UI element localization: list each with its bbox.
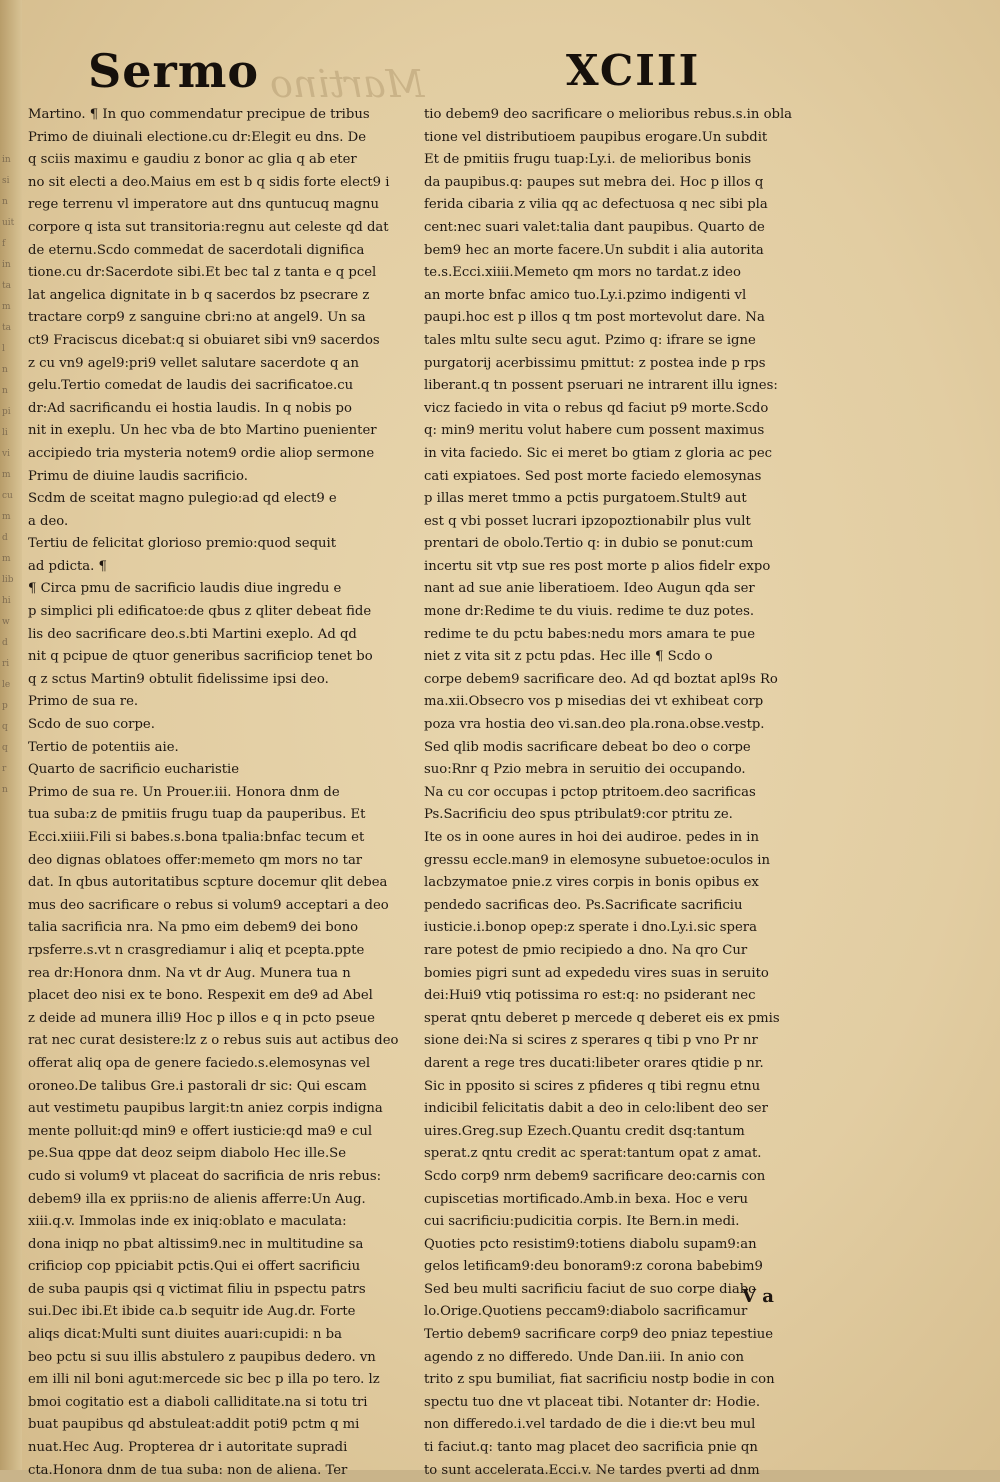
- text-line: oroneo.De talibus Gre.i pastorali dr sic: Qui escam: [28, 1078, 367, 1094]
- text-line: p illas meret tmmo a pctis purgatoem.Stult9 aut: [424, 491, 747, 507]
- text-line: gelu.Tertio comedat de laudis dei sacrificatoe.cu: [28, 378, 354, 394]
- text-line: q: min9 meritu volut habere cum possent maximus: [424, 423, 765, 439]
- text-line: in vita faciedo. Sic ei meret bo gtiam z gloria ac pec: [424, 445, 773, 461]
- text-line: Sed beu multi sacrificiu faciut de suo corpe diabo: [424, 1281, 757, 1297]
- text-line: aut vestimetu paupibus largit:tn aniez corpis indigna: [28, 1101, 383, 1117]
- text-line: Na cu cor occupas i pctop ptritoem.deo sacrificas: [424, 784, 756, 800]
- text-line: paupi.hoc est p illos q tm post mortevolut dare. Na: [424, 310, 765, 326]
- text-line: poza vra hostia deo vi.san.deo pla.rona.obse.vestp.: [424, 717, 765, 733]
- left-margin-fragments: in si n uit f in ta m ta l n n pi li vi m cu m d m lib hi w d ri le p q q r n: [2, 155, 15, 795]
- text-line: z deide ad munera illi9 Hoc p illos e q in pcto pseue: [28, 1010, 375, 1026]
- text-line: tio debem9 deo sacrificare o melioribus rebus.s.in obla: [424, 107, 793, 122]
- text-line: talia sacrificia nra. Na pmo eim debem9 dei bono: [28, 920, 359, 936]
- text-line: nuat.Hec Aug. Propterea dr i autoritate supradi: [28, 1440, 348, 1456]
- text-line: Et de pmitiis frugu tuap:Ly.i. de melioribus bonis: [424, 152, 752, 168]
- text-line: lacbzymatoe pnie.z vires corpis in bonis opibus ex: [424, 875, 759, 891]
- text-line: Sic in pposito si scires z pfideres q tibi regnu etnu: [424, 1078, 761, 1094]
- text-line: bmoi cogitatio est a diaboli calliditate.na si totu tri: [28, 1394, 368, 1410]
- text-line: sui.Dec ibi.Et ibide ca.b sequitr ide Aug.dr. Forte: [28, 1304, 356, 1320]
- text-line: lis deo sacrificare deo.s.bti Martini exeplo. Ad qd: [28, 626, 357, 642]
- text-line: Ecci.xiiii.Fili si babes.s.bona tpalia:bnfac tecum et: [28, 830, 365, 845]
- text-line: z cu vn9 agel9:pri9 vellet salutare sacerdote q an: [28, 355, 360, 371]
- text-line: em illi nil boni agut:mercede sic bec p illa po tero. lz: [28, 1372, 380, 1388]
- text-line: crificiop cop ppiciabit pctis.Qui ei offert sacrificiu: [28, 1259, 361, 1275]
- text-line: Primu de diuine laudis sacrificio.: [28, 468, 248, 484]
- text-line: a deo.: [28, 513, 69, 529]
- text-line: Ps.Sacrificiu deo spus ptribulat9:cor ptritu ze.: [424, 807, 733, 823]
- text-line: placet deo nisi ex te bono. Respexit em de9 ad Abel: [28, 988, 373, 1004]
- text-line: de suba paupis qsi q victimat filiu in pspectu patrs: [28, 1281, 366, 1297]
- text-line: tione.cu dr:Sacerdote sibi.Et bec tal z tanta e q pcel: [28, 265, 377, 281]
- text-line: gelos letificam9:deu bonoram9:z corona babebim9: [424, 1259, 763, 1275]
- text-line: vicz faciedo in vita o rebus qd faciut p9 morte.Scdo: [424, 400, 769, 416]
- text-line: Primo de sua re. Un Prouer.iii. Honora dnm de: [28, 784, 340, 800]
- text-line: offerat aliq opa de genere faciedo.s.elemosynas vel: [28, 1055, 371, 1071]
- text-line: an morte bnfac amico tuo.Ly.i.pzimo indigenti vl: [424, 287, 747, 303]
- right-text-column: [424, 104, 824, 1482]
- text-line: xiii.q.v. Immolas inde ex iniq:oblato e maculata:: [28, 1214, 347, 1230]
- text-line: iusticie.i.bonop opep:z sperate i dno.Ly.i.sic spera: [424, 920, 757, 936]
- text-line: redime te du pctu babes:nedu mors amara te pue: [424, 626, 756, 642]
- text-line: no sit electi a deo.Maius em est b q sidis forte elect9 i: [28, 174, 390, 190]
- text-line: Sed qlib modis sacrificare debeat bo deo o corpe: [424, 739, 751, 755]
- text-line: ¶ Circa pmu de sacrificio laudis diue ingredu e: [28, 581, 342, 597]
- text-line: prentari de obolo.Tertio q: in dubio se ponut:cum: [424, 536, 754, 552]
- text-line: buat paupibus qd abstuleat:addit poti9 pctm q mi: [28, 1417, 360, 1433]
- text-line: cui sacrificiu:pudicitia corpis. Ite Bern.in medi.: [424, 1214, 740, 1230]
- text-line: Tertio de potentiis aie.: [28, 739, 179, 755]
- text-line: Scdo de suo corpe.: [28, 717, 155, 733]
- text-line: suo:Rnr q Pzio mebra in seruitio dei occupando.: [424, 762, 746, 778]
- text-line: est q vbi posset lucrari ipzopoztionabilr plus vult: [424, 513, 751, 529]
- text-line: Primo de diuinali electione.cu dr:Elegit eu dns. De: [28, 129, 366, 145]
- text-line: dat. In qbus autoritatibus scpture docemur qlit debea: [28, 875, 388, 891]
- text-line: da paupibus.q: paupes sut mebra dei. Hoc p illos q: [424, 174, 764, 190]
- left-text-column: [28, 104, 416, 1482]
- text-line: ma.xii.Obsecro vos p misedias dei vt exhibeat corp: [424, 694, 764, 710]
- text-line: sione dei:Na si scires z sperares q tibi p vno Pr nr: [424, 1033, 758, 1049]
- text-line: to sunt accelerata.Ecci.v. Ne tardes pverti ad dnm: [424, 1462, 760, 1478]
- text-line: Tertio debem9 sacrificare corp9 deo pniaz tepestiue: [424, 1327, 774, 1343]
- text-line: uires.Greg.sup Ezech.Quantu credit dsq:tantum: [424, 1123, 745, 1139]
- text-line: mente polluit:qd min9 e offert iusticie:qd ma9 e cul: [28, 1123, 373, 1139]
- show-through-text: Martino: [270, 62, 425, 106]
- text-line: rea dr:Honora dnm. Na vt dr Aug. Munera tua n: [28, 965, 351, 981]
- text-line: corpe debem9 sacrificare deo. Ad qd boztat apl9s Ro: [424, 671, 778, 687]
- text-line: bem9 hec an morte facere.Un subdit i alia autorita: [424, 242, 764, 258]
- text-line: p simplici pli edificatoe:de qbus z qliter debeat fide: [28, 604, 372, 620]
- text-line: corpore q ista sut transitoria:regnu aut celeste qd dat: [28, 219, 389, 235]
- text-line: pendedo sacrificas deo. Ps.Sacrificate sacrificiu: [424, 897, 743, 913]
- text-line: nant ad sue anie liberatioem. Ideo Augun qda ser: [424, 581, 755, 597]
- text-line: ct9 Fraciscus dicebat:q si obuiaret sibi vn9 sacerdos: [28, 332, 380, 348]
- text-line: incertu sit vtp sue res post morte p alios fidelr expo: [424, 558, 771, 574]
- text-line: mus deo sacrificare o rebus si volum9 acceptari a deo: [28, 897, 389, 913]
- text-line: beo pctu si suu illis abstulero z paupibus dedero. vn: [28, 1349, 376, 1365]
- text-line: Tertiu de felicitat glorioso premio:quod sequit: [28, 536, 337, 552]
- text-line: te.s.Ecci.xiiii.Memeto qm mors no tardat.z ideo: [424, 265, 741, 281]
- text-line: lat angelica dignitate in b q sacerdos bz psecrare z: [28, 287, 370, 303]
- text-line: mone dr:Redime te du viuis. redime te duz potes.: [424, 604, 755, 620]
- text-line: Martino. ¶ In quo commendatur precipue de tribus: [28, 107, 370, 122]
- text-line: sperat qntu deberet p mercede q deberet eis ex pmis: [424, 1010, 780, 1026]
- text-line: darent a rege tres ducati:libeter orares qtidie p nr.: [424, 1055, 764, 1071]
- text-line: rare potest de pmio recipiedo a dno. Na qro Cur: [424, 942, 748, 958]
- text-line: niet z vita sit z pctu pdas. Hec ille ¶ Scdo o: [424, 649, 713, 665]
- text-line: ferida cibaria z vilia qq ac defectuosa q nec sibi pla: [424, 197, 768, 213]
- text-line: dr:Ad sacrificandu ei hostia laudis. In q nobis po: [28, 400, 352, 416]
- text-line: trito z spu bumiliat, fiat sacrificiu nostp bodie in con: [424, 1372, 775, 1388]
- text-line: q z sctus Martin9 obtulit fidelissime ipsi deo.: [28, 671, 329, 687]
- text-line: dei:Hui9 vtiq potissima ro est:q: no psiderant nec: [424, 988, 756, 1004]
- text-line: cati expiatoes. Sed post morte faciedo elemosynas: [424, 468, 762, 484]
- text-line: Scdo corp9 nrm debem9 sacrificare deo:carnis con: [424, 1168, 766, 1184]
- text-line: ad pdicta. ¶: [28, 558, 107, 574]
- text-line: rege terrenu vl imperatore aut dns quntucuq magnu: [28, 197, 380, 213]
- text-line: rpsferre.s.vt n crasgrediamur i aliq et pcepta.ppte: [28, 942, 365, 958]
- text-line: aliqs dicat:Multi sunt diuites auari:cupidi: n ba: [28, 1327, 342, 1343]
- text-line: purgatorij acerbissimu pmittut: z postea inde p rps: [424, 355, 766, 371]
- running-head-sermo: Sermo: [88, 44, 260, 98]
- text-line: gressu eccle.man9 in elemosyne subuetoe:oculos in: [424, 852, 771, 868]
- folio-number: XCIII: [566, 46, 701, 95]
- text-line: cupiscetias mortificado.Amb.in bexa. Hoc e veru: [424, 1191, 749, 1207]
- text-line: nit in exeplu. Un hec vba de bto Martino puenienter: [28, 423, 377, 439]
- text-line: lo.Orige.Quotiens peccam9:diabolo sacrificamur: [424, 1304, 748, 1320]
- text-line: Quarto de sacrificio eucharistie: [28, 762, 240, 778]
- text-line: Ite os in oone aures in hoi dei audiroe. pedes in in: [424, 830, 760, 845]
- text-line: cta.Honora dnm de tua suba: non de aliena. Ter: [28, 1462, 348, 1478]
- text-line: indicibil felicitatis dabit a deo in celo:libent deo ser: [424, 1101, 768, 1117]
- text-line: ti faciut.q: tanto mag placet deo sacrificia pnie qn: [424, 1440, 758, 1456]
- text-line: Scdm de sceitat magno pulegio:ad qd elect9 e: [28, 491, 337, 507]
- text-line: cudo si volum9 vt placeat do sacrificia de nris rebus:: [28, 1168, 382, 1184]
- text-line: pe.Sua qppe dat deoz seipm diabolo Hec ille.Se: [28, 1146, 347, 1162]
- text-line: nit q pcipue de qtuor generibus sacrificiop tenet bo: [28, 649, 373, 665]
- text-line: spectu tuo dne vt placeat tibi. Notanter dr: Hodie.: [424, 1394, 761, 1410]
- text-line: Primo de sua re.: [28, 694, 139, 710]
- text-line: bomies pigri sunt ad expededu vires suas in seruito: [424, 965, 769, 981]
- signature-mark: V a: [742, 1286, 774, 1307]
- text-line: Quoties pcto resistim9:totiens diabolu supam9:an: [424, 1236, 757, 1252]
- text-line: tione vel distributioem paupibus erogare.Un subdit: [424, 129, 768, 145]
- text-line: deo dignas oblatoes offer:memeto qm mors no tar: [28, 852, 363, 868]
- text-line: debem9 illa ex ppriis:no de alienis afferre:Un Aug.: [28, 1191, 366, 1207]
- text-line: rat nec curat desistere:lz z o rebus suis aut actibus deo: [28, 1033, 399, 1049]
- text-line: tales mltu sulte secu agut. Pzimo q: ifrare se igne: [424, 332, 756, 348]
- text-line: liberant.q tn possent pseruari ne intrarent illu ignes:: [424, 378, 778, 394]
- text-line: dona iniqp no pbat altissim9.nec in multitudine sa: [28, 1236, 364, 1252]
- text-line: agendo z no differedo. Unde Dan.iii. In anio con: [424, 1349, 745, 1365]
- text-line: q sciis maximu e gaudiu z bonor ac glia q ab eter: [28, 152, 357, 168]
- text-line: tractare corp9 z sanguine cbri:no at angel9. Un sa: [28, 310, 366, 326]
- text-line: accipiedo tria mysteria notem9 ordie aliop sermone: [28, 445, 375, 461]
- text-line: cent:nec suari valet:talia dant paupibus. Quarto de: [424, 219, 765, 235]
- text-line: non differedo.i.vel tardado de die i die:vt beu mul: [424, 1417, 756, 1433]
- text-line: sperat.z qntu credit ac sperat:tantum opat z amat.: [424, 1146, 762, 1162]
- text-line: de eternu.Scdo commedat de sacerdotali dignifica: [28, 242, 365, 258]
- text-line: tua suba:z de pmitiis frugu tuap da pauperibus. Et: [28, 807, 366, 823]
